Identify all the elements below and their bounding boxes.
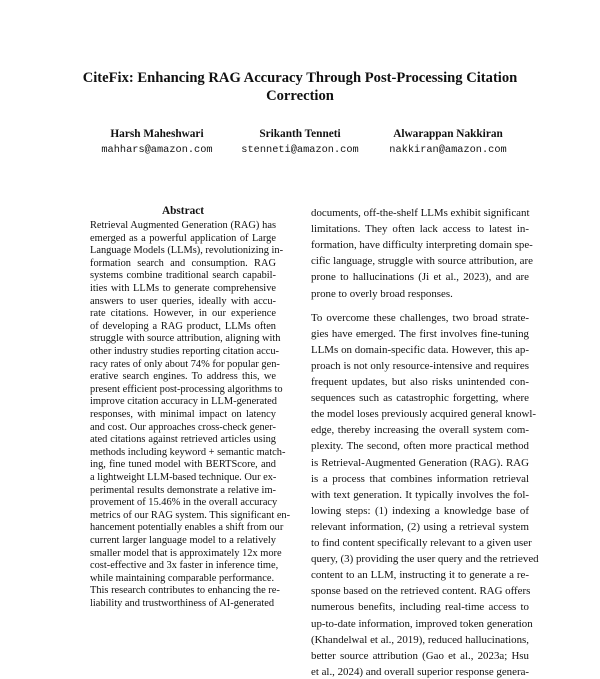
title-line: Correction <box>266 88 334 104</box>
abstract-line: racy rates of only about 74% for popular gen- <box>90 358 280 370</box>
abstract-line: Language Models (LLMs), revolutionizing in- <box>90 245 284 257</box>
author-name: Harsh Maheshwari <box>110 128 204 140</box>
body-text-line: frequent updates, but also risks unintended con- <box>311 376 529 388</box>
abstract-line: ated citations against retrieved articles using <box>90 434 276 446</box>
body-text-line: et al., 2024) and overall superior response genera- <box>311 665 530 678</box>
abstract-line: This research contributes to enhancing the re- <box>90 585 280 597</box>
body-text-line: numerous benefits, including real-time access to <box>311 601 529 614</box>
abstract-line: of developing a RAG product, LLMs often <box>90 320 276 332</box>
author-block <box>363 127 533 157</box>
abstract-line: metrics of our RAG system. This significant en- <box>90 509 291 521</box>
abstract-line: responses, with minimal impact on latency <box>90 409 276 420</box>
body-text-line: (Khandelwal et al., 2019), reduced hallucinations, <box>311 633 529 646</box>
abstract-line: liability and trustworthiness of AI-generated <box>90 598 275 609</box>
body-text-line: To overcome these challenges, two broad strate- <box>311 311 529 324</box>
abstract-line: perimental results demonstrate a relative im- <box>90 484 276 496</box>
body-text-line: cific language, struggle with source attribution, are <box>311 255 533 268</box>
author-email: stenneti@amazon.com <box>241 144 359 156</box>
body-text-line: gies have emerged. The first involves fine-tuning <box>311 327 529 340</box>
abstract-line: smaller model that is approximately 12x more <box>90 547 282 559</box>
abstract-line: emerged as a powerful application of Large <box>90 232 276 244</box>
abstract-line: systems combine traditional search capabil- <box>90 270 276 282</box>
abstract-line: present efficient post-processing algorithms to <box>90 383 283 395</box>
author-email: mahhars@amazon.com <box>101 144 213 156</box>
body-text-line: documents, off-the-shelf LLMs exhibit significant <box>311 207 530 219</box>
abstract-line: a lightweight LLM-based technique. Our ex- <box>90 472 277 483</box>
abstract-line: cost-effective and 3x faster in inference time, <box>90 560 279 572</box>
title-line: CiteFix: Enhancing RAG Accuracy Through Post-Processing Citation <box>82 70 518 86</box>
abstract-line: rate citations. However, in our experience <box>90 308 276 320</box>
body-text-line: formation, have difficulty interpreting domain spe- <box>311 239 533 252</box>
body-text-line: proach is not only resource-intensive and requires <box>311 359 529 372</box>
body-text-line: relevant information, (2) using a retrieval system <box>311 520 529 533</box>
abstract-line: current larger language model to a relatively <box>90 535 276 546</box>
body-text-line: with text generation. It typically involves the fol- <box>311 488 529 501</box>
abstract-line: while maintaining comparable performance. <box>90 572 275 584</box>
abstract-line: Retrieval Augmented Generation (RAG) has <box>90 220 276 231</box>
abstract-line: answers to user queries, ideally with accu- <box>90 295 276 307</box>
body-text-line: up-to-date information, improved token generation <box>311 617 533 630</box>
body-text-line: is a process that combines information retrieval <box>311 472 529 485</box>
body-text-line: to find content specifically relevant to a given user <box>311 537 532 549</box>
body-text-line: sequences such as catastrophic forgetting, where <box>311 392 529 405</box>
abstract-heading: Abstract <box>161 205 205 217</box>
body-text-line: prone to hallucinations (Ji et al., 2023), and are <box>311 271 529 284</box>
abstract-line: ing, fine tuned model with BERTScore, and <box>90 459 276 471</box>
body-text-line: lowing steps: (1) indexing a knowledge base of <box>311 504 529 517</box>
abstract-line: hancement potentially enables a shift from our <box>90 522 284 534</box>
abstract-line: struggle with source attribution, aligning with <box>90 333 281 345</box>
body-text-line: the model loses previously acquired general knowl- <box>311 408 537 421</box>
paper-title <box>40 69 560 105</box>
body-text-line: query, (3) providing the user query and the retrieved <box>311 553 539 566</box>
body-text-line: prone to overly broad responses. <box>311 287 453 300</box>
abstract-line: provement of 15.46% in the overall accuracy <box>90 497 278 509</box>
abstract-line: and cost. Our approaches cross-check gener- <box>90 421 276 433</box>
body-text-line: edge, thereby increasing the overall system com- <box>311 424 529 437</box>
body-text-line: is Retrieval-Augmented Generation (RAG). RAG <box>311 456 529 469</box>
abstract-line: methods including keyword + semantic match- <box>90 446 286 458</box>
author-name: Srikanth Tenneti <box>259 128 341 140</box>
abstract-line: ities with LLMs to generate comprehensive <box>90 283 276 294</box>
author-name: Alwarappan Nakkiran <box>393 128 503 140</box>
abstract-line: other industry studies reporting citation accu- <box>90 346 279 357</box>
body-text-line: LLMs on domain-specific data. However, this ap- <box>311 343 529 356</box>
author-email: nakkiran@amazon.com <box>389 144 507 156</box>
body-text-line: sponse based on the retrieved content. RAG offers <box>311 585 531 598</box>
body-text-line: content to an LLM, instructing it to generate a re- <box>311 569 529 582</box>
body-text-line: limitations. They often lack access to latest in- <box>311 223 529 236</box>
abstract-line: erative search engines. To address this, we <box>90 371 276 383</box>
abstract-line: formation search and consumption. RAG <box>90 257 276 269</box>
body-text-line: better source attribution (Gao et al., 2023a; Hsu <box>311 649 529 662</box>
abstract-line: improve citation accuracy in LLM-generated <box>90 396 277 408</box>
body-text-line: plexity. The second, often more practical method <box>311 440 529 453</box>
author-block <box>215 127 385 157</box>
